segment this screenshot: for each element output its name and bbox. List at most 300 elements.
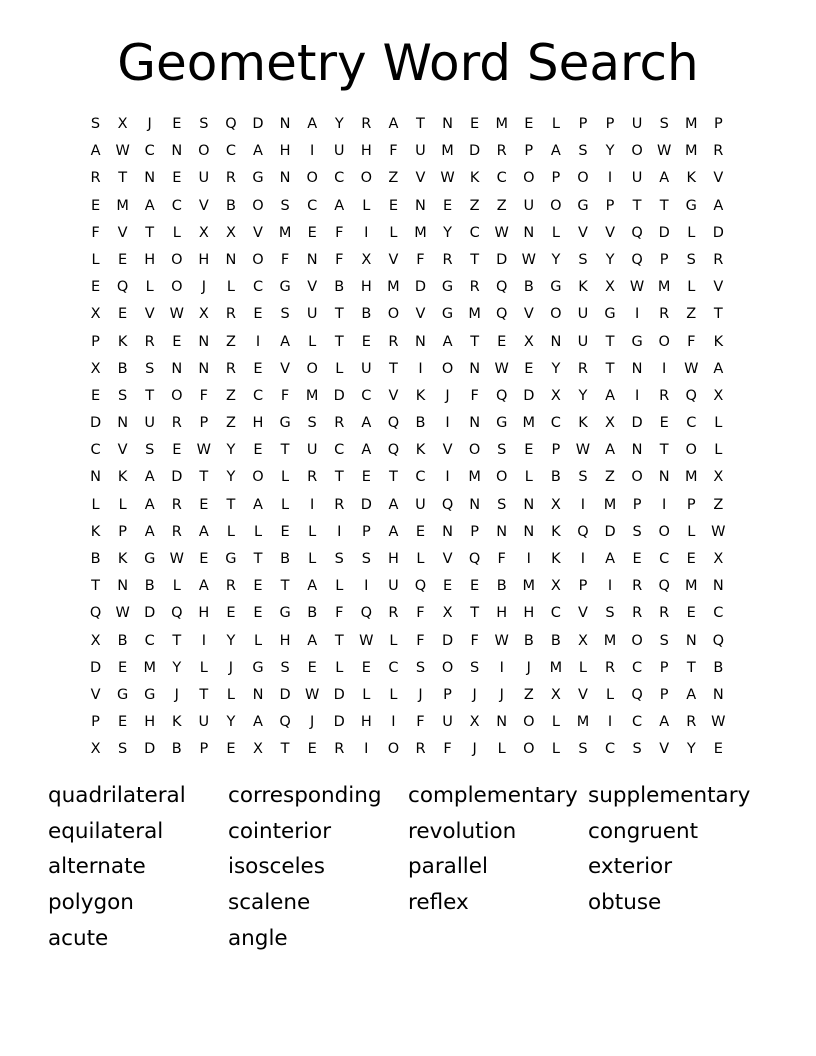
grid-letter[interactable]: H <box>144 251 156 268</box>
grid-letter[interactable]: Y <box>226 469 236 486</box>
grid-letter[interactable]: R <box>225 578 236 595</box>
grid-letter[interactable]: I <box>201 632 206 649</box>
grid-letter[interactable]: A <box>605 387 615 404</box>
grid-letter[interactable]: R <box>171 496 182 513</box>
grid-letter[interactable]: N <box>469 496 481 513</box>
grid-letter[interactable]: Q <box>685 387 697 404</box>
grid-letter[interactable]: O <box>252 197 264 214</box>
grid-letter[interactable]: D <box>89 415 102 432</box>
grid-letter[interactable]: B <box>90 551 101 567</box>
grid-letter[interactable]: M <box>116 197 129 214</box>
grid-letter[interactable]: E <box>253 442 263 459</box>
grid-letter[interactable]: H <box>523 605 535 622</box>
grid-letter[interactable]: O <box>468 442 481 459</box>
grid-letter[interactable]: U <box>306 442 318 459</box>
grid-letter[interactable]: L <box>199 659 208 676</box>
grid-letter[interactable]: V <box>117 224 128 241</box>
grid-letter[interactable]: O <box>658 523 670 540</box>
grid-letter[interactable]: H <box>198 251 210 268</box>
grid-letter[interactable]: U <box>198 714 210 731</box>
grid-letter[interactable]: L <box>416 551 425 567</box>
grid-letter[interactable]: A <box>198 523 209 540</box>
grid-letter[interactable]: W <box>575 442 591 459</box>
grid-letter[interactable]: Z <box>225 415 236 432</box>
grid-letter[interactable]: U <box>388 578 399 595</box>
grid-letter[interactable]: M <box>468 306 481 323</box>
grid-letter[interactable]: F <box>470 387 479 404</box>
grid-letter[interactable]: E <box>118 714 128 731</box>
grid-letter[interactable]: E <box>253 605 263 622</box>
grid-letter[interactable]: E <box>118 251 128 268</box>
grid-letter[interactable]: Y <box>226 442 236 459</box>
grid-letter[interactable]: O <box>171 279 183 296</box>
grid-letter[interactable]: M <box>685 116 698 132</box>
grid-letter[interactable]: O <box>441 659 454 676</box>
grid-letter[interactable]: N <box>198 333 210 350</box>
grid-letter[interactable]: R <box>388 333 399 350</box>
grid-letter[interactable]: A <box>361 442 372 459</box>
grid-letter[interactable]: X <box>550 578 561 595</box>
grid-letter[interactable]: L <box>497 741 506 758</box>
grid-letter[interactable]: C <box>604 741 616 758</box>
grid-letter[interactable]: B <box>307 605 318 622</box>
grid-letter[interactable]: Q <box>225 116 237 132</box>
grid-letter[interactable]: C <box>496 170 507 187</box>
grid-letter[interactable]: C <box>550 605 561 622</box>
grid-letter[interactable]: P <box>578 578 588 595</box>
grid-letter[interactable]: I <box>662 496 667 513</box>
grid-letter[interactable]: W <box>169 551 184 567</box>
grid-letter[interactable]: V <box>117 442 128 459</box>
grid-letter[interactable]: M <box>576 714 590 731</box>
grid-letter[interactable]: Q <box>577 523 589 540</box>
grid-letter[interactable]: L <box>145 279 154 296</box>
grid-letter[interactable]: I <box>445 469 450 486</box>
grid-letter[interactable]: T <box>226 496 236 513</box>
grid-letter[interactable]: X <box>605 279 615 296</box>
grid-letter[interactable]: U <box>306 306 318 323</box>
grid-letter[interactable]: A <box>659 714 670 731</box>
grid-letter[interactable]: F <box>416 251 425 268</box>
grid-letter[interactable]: P <box>686 496 696 513</box>
grid-letter[interactable]: C <box>632 659 643 676</box>
grid-letter[interactable]: R <box>442 251 453 268</box>
grid-letter[interactable]: R <box>713 143 724 160</box>
grid-letter[interactable]: L <box>687 279 696 296</box>
grid-letter[interactable]: A <box>280 333 291 350</box>
grid-letter[interactable]: X <box>90 360 101 377</box>
grid-letter[interactable]: P <box>470 523 479 540</box>
grid-letter[interactable]: B <box>117 360 128 377</box>
grid-letter[interactable]: A <box>442 333 453 350</box>
grid-letter[interactable]: M <box>603 632 617 649</box>
grid-letter[interactable]: M <box>387 279 400 296</box>
grid-letter[interactable]: T <box>91 578 100 595</box>
grid-letter[interactable]: V <box>144 306 155 323</box>
grid-letter[interactable]: T <box>334 469 344 486</box>
grid-letter[interactable]: L <box>308 523 317 540</box>
grid-letter[interactable]: M <box>143 659 156 676</box>
grid-letter[interactable]: P <box>713 116 723 132</box>
grid-letter[interactable]: M <box>495 116 508 132</box>
grid-letter[interactable]: R <box>225 170 236 187</box>
grid-letter[interactable]: S <box>686 251 696 268</box>
grid-letter[interactable]: Y <box>443 224 452 241</box>
grid-letter[interactable]: Z <box>496 197 507 214</box>
grid-letter[interactable]: I <box>607 170 613 187</box>
grid-letter[interactable]: D <box>89 659 102 676</box>
grid-letter[interactable]: X <box>442 605 453 622</box>
grid-letter[interactable]: I <box>418 360 423 377</box>
grid-letter[interactable]: O <box>306 360 318 377</box>
grid-letter[interactable]: L <box>172 578 181 595</box>
grid-letter[interactable]: J <box>201 279 206 296</box>
grid-letter[interactable]: D <box>496 251 508 268</box>
grid-letter[interactable]: I <box>391 714 396 731</box>
grid-letter[interactable]: I <box>310 496 315 513</box>
grid-letter[interactable]: F <box>91 224 100 241</box>
grid-letter[interactable]: P <box>605 197 615 214</box>
grid-letter[interactable]: F <box>443 741 452 758</box>
grid-letter[interactable]: N <box>658 469 670 486</box>
grid-letter[interactable]: W <box>115 143 130 160</box>
grid-letter[interactable]: T <box>388 469 398 486</box>
grid-letter[interactable]: S <box>361 551 371 567</box>
grid-letter[interactable]: D <box>171 469 183 486</box>
grid-letter[interactable]: W <box>494 360 509 377</box>
grid-letter[interactable]: Z <box>686 306 697 323</box>
grid-letter[interactable]: X <box>198 224 209 241</box>
grid-letter[interactable]: Y <box>172 659 182 676</box>
grid-letter[interactable]: N <box>117 415 129 432</box>
grid-letter[interactable]: L <box>389 632 398 649</box>
grid-letter[interactable]: I <box>337 523 342 540</box>
grid-letter[interactable]: K <box>578 415 588 432</box>
grid-letter[interactable]: Z <box>713 496 724 513</box>
grid-letter[interactable]: B <box>280 551 291 567</box>
grid-letter[interactable]: P <box>199 741 209 758</box>
grid-letter[interactable]: B <box>523 632 534 649</box>
grid-letter[interactable]: W <box>521 251 536 268</box>
grid-letter[interactable]: U <box>631 116 643 132</box>
grid-letter[interactable]: A <box>307 578 318 595</box>
grid-letter[interactable]: Q <box>387 442 400 459</box>
grid-letter[interactable]: U <box>442 714 453 731</box>
grid-letter[interactable]: P <box>659 659 669 676</box>
grid-letter[interactable]: X <box>90 632 101 649</box>
grid-letter[interactable]: E <box>90 197 101 214</box>
grid-letter[interactable]: I <box>634 387 640 404</box>
grid-letter[interactable]: E <box>90 387 101 404</box>
grid-letter[interactable]: M <box>414 224 427 241</box>
grid-letter[interactable]: E <box>118 306 128 323</box>
grid-letter[interactable]: O <box>658 333 670 350</box>
grid-letter[interactable]: U <box>631 170 643 187</box>
grid-letter[interactable]: Q <box>414 578 427 595</box>
grid-letter[interactable]: F <box>497 551 506 567</box>
grid-letter[interactable]: D <box>712 224 724 241</box>
grid-letter[interactable]: N <box>279 170 291 187</box>
grid-letter[interactable]: P <box>443 686 452 703</box>
grid-letter[interactable]: S <box>578 741 588 758</box>
grid-letter[interactable]: I <box>634 306 640 323</box>
grid-letter[interactable]: O <box>550 197 562 214</box>
grid-letter[interactable]: S <box>118 741 128 758</box>
grid-letter[interactable]: M <box>305 387 319 404</box>
grid-letter[interactable]: R <box>225 360 236 377</box>
grid-letter[interactable]: N <box>469 415 481 432</box>
grid-letter[interactable]: U <box>144 415 155 432</box>
grid-letter[interactable]: M <box>468 469 481 486</box>
grid-letter[interactable]: S <box>578 251 588 268</box>
grid-letter[interactable]: C <box>361 387 372 404</box>
grid-letter[interactable]: B <box>117 632 128 649</box>
grid-letter[interactable]: E <box>253 578 263 595</box>
grid-letter[interactable]: A <box>144 523 155 540</box>
grid-letter[interactable]: A <box>713 360 724 377</box>
grid-letter[interactable]: D <box>279 686 291 703</box>
grid-letter[interactable]: D <box>333 387 345 404</box>
grid-letter[interactable]: L <box>226 523 235 540</box>
grid-letter[interactable]: U <box>523 197 535 214</box>
grid-letter[interactable]: A <box>334 197 345 214</box>
grid-letter[interactable]: L <box>551 116 560 132</box>
grid-letter[interactable]: P <box>91 333 100 350</box>
grid-letter[interactable]: N <box>306 251 318 268</box>
grid-letter[interactable]: O <box>171 251 183 268</box>
grid-letter[interactable]: T <box>470 333 480 350</box>
grid-letter[interactable]: G <box>604 306 616 323</box>
grid-letter[interactable]: E <box>307 659 317 676</box>
grid-letter[interactable]: Z <box>469 197 480 214</box>
grid-letter[interactable]: T <box>280 578 290 595</box>
grid-letter[interactable]: H <box>360 143 372 160</box>
grid-letter[interactable]: T <box>118 170 128 187</box>
grid-letter[interactable]: S <box>334 551 344 567</box>
grid-letter[interactable]: A <box>605 551 615 567</box>
grid-letter[interactable]: T <box>145 387 155 404</box>
grid-letter[interactable]: R <box>415 741 426 758</box>
grid-letter[interactable]: D <box>360 496 372 513</box>
grid-letter[interactable]: A <box>253 714 263 731</box>
grid-letter[interactable]: L <box>281 469 290 486</box>
grid-letter[interactable]: L <box>253 523 263 540</box>
grid-letter[interactable]: Y <box>551 360 561 377</box>
grid-letter[interactable]: V <box>713 279 724 296</box>
grid-letter[interactable]: K <box>686 170 697 187</box>
grid-letter[interactable]: E <box>686 551 696 567</box>
grid-letter[interactable]: V <box>659 741 670 758</box>
grid-letter[interactable]: N <box>90 469 101 486</box>
grid-letter[interactable]: G <box>550 279 562 296</box>
grid-letter[interactable]: A <box>388 116 399 132</box>
grid-letter[interactable]: E <box>253 360 263 377</box>
grid-letter[interactable]: D <box>252 116 264 132</box>
grid-letter[interactable]: F <box>280 251 290 268</box>
grid-letter[interactable]: C <box>388 659 399 676</box>
grid-letter[interactable]: G <box>252 659 264 676</box>
grid-letter[interactable]: L <box>335 659 344 676</box>
grid-letter[interactable]: K <box>551 523 561 540</box>
grid-letter[interactable]: E <box>307 741 317 758</box>
grid-letter[interactable]: O <box>441 360 454 377</box>
grid-letter[interactable]: R <box>307 469 318 486</box>
grid-letter[interactable]: F <box>199 387 209 404</box>
grid-letter[interactable]: S <box>632 523 642 540</box>
grid-letter[interactable]: R <box>334 741 345 758</box>
grid-letter[interactable]: S <box>199 116 209 132</box>
grid-letter[interactable]: N <box>279 116 291 132</box>
grid-letter[interactable]: R <box>659 605 670 622</box>
grid-letter[interactable]: A <box>659 170 670 187</box>
grid-letter[interactable]: O <box>387 741 400 758</box>
grid-letter[interactable]: Q <box>631 224 643 241</box>
grid-letter[interactable]: R <box>713 251 724 268</box>
grid-letter[interactable]: L <box>335 360 344 377</box>
grid-letter[interactable]: E <box>497 333 507 350</box>
grid-letter[interactable]: T <box>334 306 344 323</box>
grid-letter[interactable]: D <box>144 741 156 758</box>
grid-letter[interactable]: L <box>687 523 696 540</box>
grid-letter[interactable]: Q <box>279 714 291 731</box>
grid-letter[interactable]: E <box>226 605 236 622</box>
grid-letter[interactable]: Q <box>468 551 481 567</box>
grid-letter[interactable]: D <box>441 632 454 649</box>
grid-letter[interactable]: U <box>415 496 426 513</box>
grid-letter[interactable]: A <box>307 116 318 132</box>
grid-letter[interactable]: T <box>199 686 209 703</box>
grid-letter[interactable]: E <box>524 360 534 377</box>
grid-letter[interactable]: C <box>632 714 643 731</box>
grid-letter[interactable]: C <box>252 279 264 296</box>
grid-letter[interactable]: T <box>416 116 425 132</box>
grid-letter[interactable]: S <box>145 442 155 459</box>
grid-letter[interactable]: J <box>445 387 450 404</box>
grid-letter[interactable]: F <box>280 387 290 404</box>
grid-letter[interactable]: F <box>416 605 425 622</box>
grid-letter[interactable]: L <box>253 632 263 649</box>
grid-letter[interactable]: C <box>686 415 697 432</box>
grid-letter[interactable]: S <box>470 659 480 676</box>
grid-letter[interactable]: F <box>416 714 425 731</box>
grid-letter[interactable]: Y <box>226 632 236 649</box>
grid-letter[interactable]: L <box>91 251 100 268</box>
grid-letter[interactable]: T <box>334 333 344 350</box>
grid-letter[interactable]: B <box>225 197 236 214</box>
grid-letter[interactable]: O <box>252 251 264 268</box>
grid-letter[interactable]: L <box>524 469 533 486</box>
grid-letter[interactable]: B <box>334 279 345 296</box>
grid-letter[interactable]: T <box>172 632 182 649</box>
grid-letter[interactable]: C <box>334 442 345 459</box>
grid-letter[interactable]: S <box>307 415 317 432</box>
grid-letter[interactable]: N <box>171 360 183 377</box>
grid-letter[interactable]: F <box>389 143 398 160</box>
grid-letter[interactable]: E <box>280 523 290 540</box>
grid-letter[interactable]: X <box>225 224 236 241</box>
grid-letter[interactable]: E <box>172 116 182 132</box>
grid-letter[interactable]: H <box>144 714 156 731</box>
grid-letter[interactable]: R <box>388 605 399 622</box>
grid-letter[interactable]: N <box>496 714 508 731</box>
grid-letter[interactable]: P <box>659 686 669 703</box>
grid-letter[interactable]: E <box>361 469 371 486</box>
grid-letter[interactable]: L <box>281 496 290 513</box>
grid-letter[interactable]: V <box>713 170 724 187</box>
grid-letter[interactable]: T <box>470 605 480 622</box>
grid-letter[interactable]: E <box>172 333 182 350</box>
grid-letter[interactable]: V <box>253 224 263 241</box>
grid-letter[interactable]: S <box>497 496 507 513</box>
grid-letter[interactable]: O <box>631 469 643 486</box>
grid-letter[interactable]: P <box>578 116 588 132</box>
grid-letter[interactable]: P <box>551 170 561 187</box>
grid-letter[interactable]: R <box>225 306 236 323</box>
grid-letter[interactable]: S <box>632 741 642 758</box>
grid-letter[interactable]: R <box>334 496 345 513</box>
grid-letter[interactable]: T <box>605 333 615 350</box>
grid-letter[interactable]: G <box>685 197 697 214</box>
grid-letter[interactable]: O <box>685 442 697 459</box>
grid-letter[interactable]: V <box>415 170 426 187</box>
grid-letter[interactable]: T <box>199 469 209 486</box>
grid-letter[interactable]: E <box>659 415 669 432</box>
grid-letter[interactable]: H <box>496 605 508 622</box>
grid-letter[interactable]: L <box>578 659 587 676</box>
grid-letter[interactable]: K <box>117 551 128 567</box>
grid-letter[interactable]: R <box>361 116 372 132</box>
grid-letter[interactable]: N <box>523 523 535 540</box>
grid-letter[interactable]: I <box>364 578 369 595</box>
grid-letter[interactable]: E <box>388 197 398 214</box>
grid-letter[interactable]: G <box>577 197 589 214</box>
grid-letter[interactable]: K <box>578 279 588 296</box>
grid-letter[interactable]: E <box>361 659 371 676</box>
grid-letter[interactable]: G <box>279 279 291 296</box>
grid-letter[interactable]: Q <box>658 578 670 595</box>
grid-letter[interactable]: V <box>90 686 101 703</box>
grid-letter[interactable]: O <box>523 741 535 758</box>
grid-letter[interactable]: T <box>334 632 344 649</box>
grid-letter[interactable]: U <box>361 360 372 377</box>
grid-letter[interactable]: E <box>361 333 371 350</box>
grid-letter[interactable]: E <box>713 741 723 758</box>
grid-letter[interactable]: T <box>280 741 290 758</box>
grid-letter[interactable]: N <box>198 360 210 377</box>
grid-letter[interactable]: F <box>470 632 479 649</box>
grid-letter[interactable]: H <box>360 279 372 296</box>
grid-letter[interactable]: A <box>713 197 724 214</box>
grid-letter[interactable]: J <box>472 686 477 703</box>
grid-letter[interactable]: N <box>252 686 264 703</box>
grid-letter[interactable]: V <box>605 224 615 241</box>
grid-letter[interactable]: M <box>685 469 698 486</box>
grid-letter[interactable]: B <box>171 741 182 758</box>
grid-letter[interactable]: E <box>470 116 480 132</box>
grid-letter[interactable]: D <box>333 686 345 703</box>
grid-letter[interactable]: T <box>713 306 723 323</box>
grid-letter[interactable]: S <box>280 306 290 323</box>
grid-letter[interactable]: K <box>551 551 561 567</box>
grid-letter[interactable]: C <box>659 551 670 567</box>
grid-letter[interactable]: V <box>577 686 588 703</box>
grid-letter[interactable]: X <box>550 686 561 703</box>
grid-letter[interactable]: E <box>226 741 236 758</box>
grid-letter[interactable]: G <box>279 605 291 622</box>
grid-letter[interactable]: L <box>308 551 317 567</box>
grid-letter[interactable]: C <box>713 605 724 622</box>
grid-letter[interactable]: R <box>144 333 155 350</box>
